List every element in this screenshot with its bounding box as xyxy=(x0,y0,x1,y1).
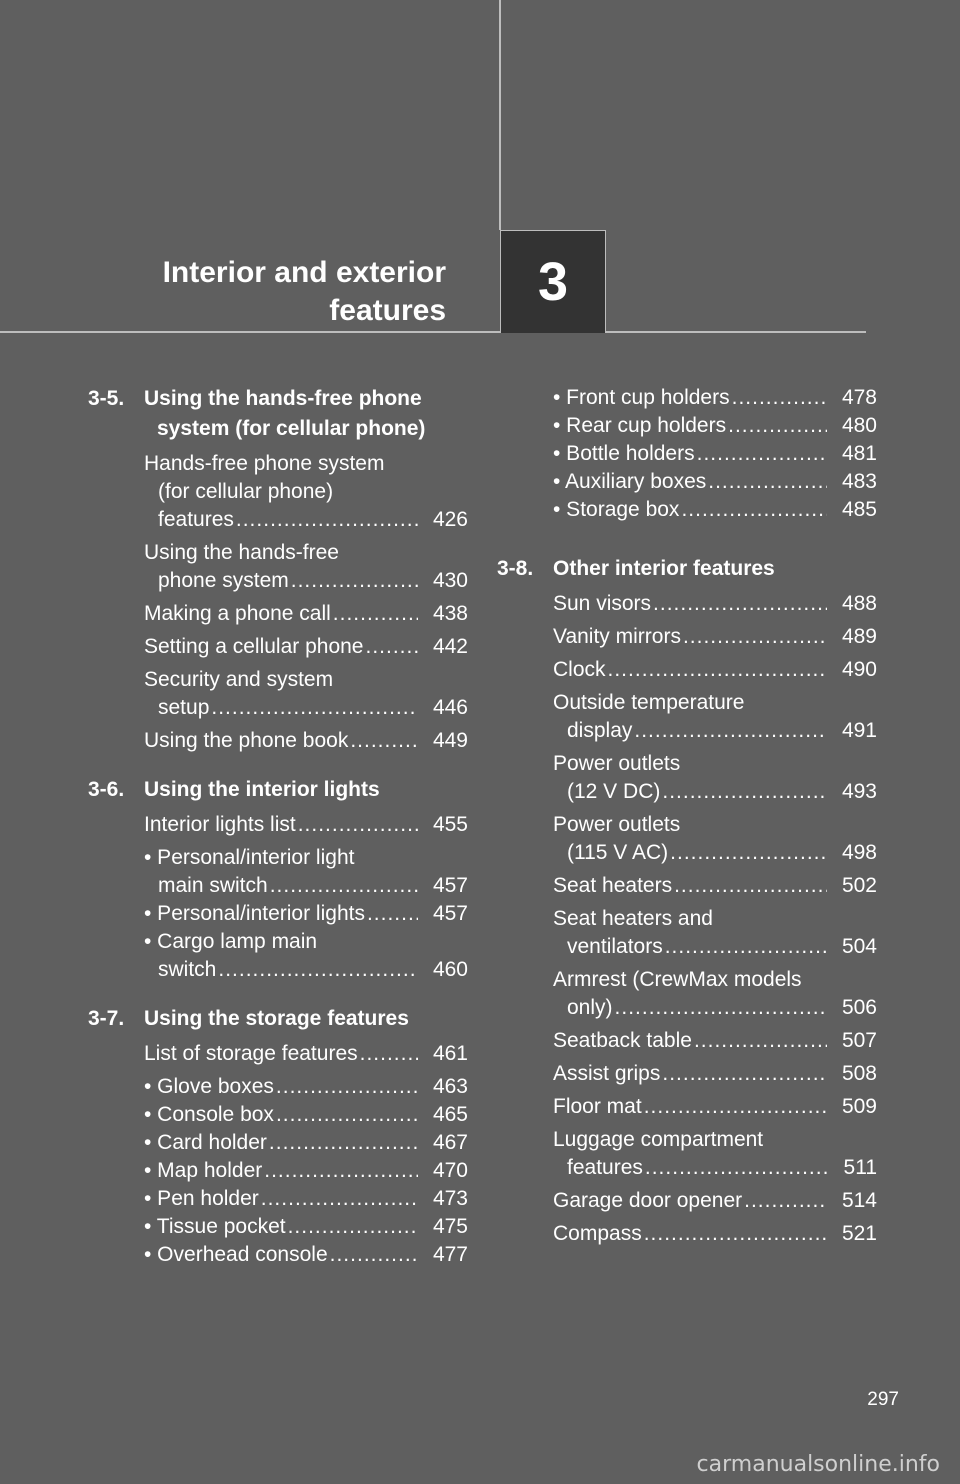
toc-entry-row xyxy=(144,727,468,755)
toc-entry-label: main switch xyxy=(158,874,268,897)
toc-entry-label: ventilators xyxy=(567,935,663,958)
toc-sub-entry[interactable] xyxy=(88,844,468,900)
dot-leader xyxy=(644,1093,827,1121)
toc-entry-row xyxy=(144,600,468,628)
toc-column-right xyxy=(497,384,877,1268)
toc-page-number: 463 xyxy=(432,1075,468,1098)
dot-leader xyxy=(298,811,418,839)
toc-entry-label: Seatback table xyxy=(553,1029,692,1052)
toc-entry-row xyxy=(553,1027,877,1055)
toc-entry[interactable] xyxy=(497,966,877,1022)
toc-entry-label: Compass xyxy=(553,1222,642,1245)
toc-entry-label: • Storage box xyxy=(553,498,680,521)
toc-entry-label: List of storage features xyxy=(144,1042,358,1065)
dot-leader xyxy=(360,1040,418,1068)
dot-leader xyxy=(728,412,827,440)
toc-page-number: 509 xyxy=(841,1095,877,1118)
section-number: 3-8. xyxy=(497,557,534,580)
toc-entry-row xyxy=(144,1185,468,1213)
toc-entry-row xyxy=(144,633,468,661)
toc-page-number: 461 xyxy=(432,1042,468,1065)
page-number: 297 xyxy=(867,1389,899,1410)
toc-entry-row xyxy=(553,412,877,440)
toc-entry[interactable] xyxy=(88,450,468,534)
toc-entry[interactable] xyxy=(497,1187,877,1215)
dot-leader xyxy=(288,1213,418,1241)
dot-leader xyxy=(665,933,827,961)
toc-page-number: 477 xyxy=(432,1243,468,1266)
section-title xyxy=(553,554,877,584)
toc-sub-entry[interactable] xyxy=(88,1213,468,1241)
toc-entry-label: Seat heaters and xyxy=(553,907,713,930)
section-number: 3-6. xyxy=(88,778,125,801)
toc-entry[interactable] xyxy=(497,1220,877,1248)
toc-page-number: 465 xyxy=(432,1103,468,1126)
section-title xyxy=(144,384,468,444)
toc-entry-row xyxy=(553,994,877,1022)
toc-entry-row xyxy=(553,1154,877,1182)
dot-leader xyxy=(694,1027,827,1055)
toc-page-number: 457 xyxy=(432,874,468,897)
section-title-line1: Other interior features xyxy=(553,557,775,580)
chapter-title xyxy=(163,254,446,330)
toc-entry-row xyxy=(144,1241,468,1269)
toc-entry-label: Making a phone call xyxy=(144,602,331,625)
toc-entry-label: • Map holder xyxy=(144,1159,263,1182)
section-title-line2: system (for cellular phone) xyxy=(157,417,426,440)
dot-leader xyxy=(218,956,418,984)
toc-page-number: 457 xyxy=(432,902,468,925)
toc-entry-label: • Front cup holders xyxy=(553,386,730,409)
header-vertical-rule xyxy=(499,0,501,230)
toc-entry[interactable] xyxy=(497,1126,877,1182)
dot-leader xyxy=(683,623,827,651)
toc-entry-label: only) xyxy=(567,996,613,1019)
toc-page-number: 480 xyxy=(841,414,877,437)
toc-sub-entry[interactable] xyxy=(88,1073,468,1101)
section-heading[interactable] xyxy=(88,775,468,805)
toc-sub-entry[interactable] xyxy=(88,928,468,984)
dot-leader xyxy=(645,1154,827,1182)
toc-entry-row xyxy=(553,384,877,412)
section-title-line1: Using the hands-free phone xyxy=(144,387,422,410)
dot-leader xyxy=(261,1185,418,1213)
dot-leader xyxy=(697,440,827,468)
dot-leader xyxy=(264,1157,418,1185)
toc-entry-row xyxy=(553,717,877,745)
toc-page-number: 475 xyxy=(432,1215,468,1238)
toc-page-number: 449 xyxy=(432,729,468,752)
toc-entry[interactable] xyxy=(88,727,468,755)
toc-entry-row xyxy=(553,496,877,524)
dot-leader xyxy=(662,778,827,806)
toc-entry-row xyxy=(144,811,468,839)
toc-entry-row xyxy=(144,567,468,595)
toc-entry-label: (for cellular phone) xyxy=(158,480,334,503)
toc-page-number: 442 xyxy=(432,635,468,658)
toc-sub-entry[interactable] xyxy=(497,412,877,440)
toc-page-number: 430 xyxy=(432,569,468,592)
toc-sub-entry[interactable] xyxy=(88,1185,468,1213)
toc-entry-row xyxy=(144,872,468,900)
toc-entry-row xyxy=(553,1220,877,1248)
toc-page-number: 498 xyxy=(841,841,877,864)
section-number: 3-7. xyxy=(88,1007,125,1030)
watermark: carmanualsonline.info xyxy=(696,1452,940,1477)
toc-entry-label: phone system xyxy=(158,569,289,592)
toc-column-left xyxy=(88,384,468,1289)
toc-entry[interactable] xyxy=(88,600,468,628)
toc-entry-row xyxy=(144,1157,468,1185)
toc-page-number: 521 xyxy=(841,1222,877,1245)
section-title xyxy=(144,1004,468,1034)
toc-entry-label: setup xyxy=(158,696,210,719)
toc-entry-label: (115 V AC) xyxy=(567,841,669,864)
toc-page-number: 470 xyxy=(432,1159,468,1182)
toc-entry[interactable] xyxy=(88,666,468,722)
toc-entry-label: switch xyxy=(158,958,217,981)
toc-sub-entry[interactable] xyxy=(497,496,877,524)
toc-entry-label: Sun visors xyxy=(553,592,652,615)
toc-entry-label: Using the hands-free xyxy=(144,541,339,564)
toc-entry[interactable] xyxy=(497,750,877,806)
toc-entry-label: • Rear cup holders xyxy=(553,414,727,437)
section-heading[interactable] xyxy=(88,384,468,444)
dot-leader xyxy=(681,496,827,524)
dot-leader xyxy=(634,717,827,745)
section-heading[interactable] xyxy=(88,1004,468,1034)
toc-entry-row xyxy=(553,1187,877,1215)
toc-entry[interactable] xyxy=(497,689,877,745)
toc-entry-label: Clock xyxy=(553,658,606,681)
toc-entry-row xyxy=(144,1213,468,1241)
dot-leader xyxy=(708,468,827,496)
toc-sub-entry[interactable] xyxy=(88,1241,468,1269)
toc-page-number: 502 xyxy=(841,874,877,897)
toc-entry-row xyxy=(144,1129,468,1157)
toc-entry-label: • Cargo lamp main xyxy=(144,930,318,953)
toc-page-number: 455 xyxy=(432,813,468,836)
toc-sub-entry[interactable] xyxy=(88,1157,468,1185)
dot-leader xyxy=(291,567,418,595)
toc-entry-label: • Auxiliary boxes xyxy=(553,470,707,493)
toc-sub-entry[interactable] xyxy=(88,1101,468,1129)
dot-leader xyxy=(350,727,418,755)
toc-page-number: 489 xyxy=(841,625,877,648)
section-title-line1: Using the storage features xyxy=(144,1007,409,1030)
toc-entry-row xyxy=(553,468,877,496)
toc-page-number: 490 xyxy=(841,658,877,681)
toc-page-number: 508 xyxy=(841,1062,877,1085)
toc-entry-label: Using the phone book xyxy=(144,729,349,752)
toc-entry-label: (12 V DC) xyxy=(567,780,661,803)
toc-page-number: 426 xyxy=(432,508,468,531)
toc-entry-label: • Console box xyxy=(144,1103,274,1126)
toc-entry-label: • Bottle holders xyxy=(553,442,695,465)
toc-entry-label: • Card holder xyxy=(144,1131,267,1154)
toc-entry-label: Assist grips xyxy=(553,1062,661,1085)
dot-leader xyxy=(732,384,827,412)
toc-page-number: 511 xyxy=(843,1156,877,1179)
toc-entry[interactable] xyxy=(88,1040,468,1068)
dot-leader xyxy=(276,1073,418,1101)
dot-leader xyxy=(644,1220,827,1248)
toc-page-number: 481 xyxy=(841,442,877,465)
toc-entry[interactable] xyxy=(497,1093,877,1121)
toc-entry-row xyxy=(553,590,877,618)
toc-entry-label: • Overhead console xyxy=(144,1243,328,1266)
toc-page-number: 438 xyxy=(432,602,468,625)
toc-entry[interactable] xyxy=(497,905,877,961)
toc-entry-label: display xyxy=(567,719,633,742)
dot-leader xyxy=(333,600,418,628)
toc-entry-row xyxy=(144,694,468,722)
toc-entry[interactable] xyxy=(497,811,877,867)
toc-sub-entry[interactable] xyxy=(88,900,468,928)
toc-section xyxy=(497,554,877,1248)
section-number: 3-5. xyxy=(88,387,125,410)
dot-leader xyxy=(653,590,827,618)
toc-sub-entry[interactable] xyxy=(88,1129,468,1157)
toc-entry-row xyxy=(553,623,877,651)
toc-entry-row xyxy=(144,506,468,534)
chapter-number-box xyxy=(500,230,606,333)
chapter-number: 3 xyxy=(537,252,569,312)
dot-leader xyxy=(367,900,418,928)
toc-sub-entry[interactable] xyxy=(497,384,877,412)
toc-entry-row xyxy=(144,1073,468,1101)
toc-entry[interactable] xyxy=(497,656,877,684)
toc-entry[interactable] xyxy=(497,590,877,618)
toc-entry-row xyxy=(553,778,877,806)
dot-leader xyxy=(674,872,827,900)
toc-entry-label: • Pen holder xyxy=(144,1187,259,1210)
toc-page-number: 485 xyxy=(841,498,877,521)
toc-entry-label: Security and system xyxy=(144,668,334,691)
toc-page-number: 507 xyxy=(841,1029,877,1052)
dot-leader xyxy=(276,1101,418,1129)
toc-page-number: 460 xyxy=(432,958,468,981)
toc-entry-label: Luggage compartment xyxy=(553,1128,764,1151)
toc-page-number: 491 xyxy=(841,719,877,742)
toc-page-number: 483 xyxy=(841,470,877,493)
toc-entry-label: Hands-free phone system xyxy=(144,452,385,475)
toc-page-number: 504 xyxy=(841,935,877,958)
toc-page-number: 488 xyxy=(841,592,877,615)
toc-entry-row xyxy=(553,1093,877,1121)
section-title xyxy=(144,775,468,805)
dot-leader xyxy=(670,839,827,867)
toc-page-number: 506 xyxy=(841,996,877,1019)
toc-entry-row xyxy=(553,933,877,961)
dot-leader xyxy=(608,656,827,684)
toc-page-number: 514 xyxy=(841,1189,877,1212)
toc-entry-label: Power outlets xyxy=(553,813,681,836)
toc-entry[interactable] xyxy=(497,1027,877,1055)
toc-section xyxy=(88,1004,468,1269)
toc-entry-label: Floor mat xyxy=(553,1095,642,1118)
toc-entry-label: Garage door opener xyxy=(553,1189,743,1212)
toc-entry-label: Vanity mirrors xyxy=(553,625,681,648)
toc-entry-row xyxy=(553,656,877,684)
toc-entry[interactable] xyxy=(88,811,468,839)
toc-entry-label: Power outlets xyxy=(553,752,681,775)
section-title-line1: Using the interior lights xyxy=(144,778,380,801)
toc-entry-label: • Tissue pocket xyxy=(144,1215,286,1238)
toc-page-number: 493 xyxy=(841,780,877,803)
dot-leader xyxy=(366,633,419,661)
toc-sub-entry[interactable] xyxy=(497,468,877,496)
toc-page-number: 467 xyxy=(432,1131,468,1154)
dot-leader xyxy=(269,1129,418,1157)
toc-entry-label: features xyxy=(567,1156,643,1179)
toc-entry-label: Outside temperature xyxy=(553,691,745,714)
dot-leader xyxy=(270,872,418,900)
toc-entry-row xyxy=(553,872,877,900)
toc-entry-label: • Glove boxes xyxy=(144,1075,274,1098)
toc-entry-label: Interior lights list xyxy=(144,813,296,836)
toc-entry-label: • Personal/interior light xyxy=(144,846,355,869)
toc-entry-row xyxy=(553,839,877,867)
section-heading[interactable] xyxy=(497,554,877,584)
toc-entry[interactable] xyxy=(497,872,877,900)
toc-section xyxy=(88,384,468,755)
toc-sub-entry[interactable] xyxy=(497,440,877,468)
dot-leader xyxy=(662,1060,827,1088)
dot-leader xyxy=(744,1187,827,1215)
chapter-title-line2: features xyxy=(329,294,446,327)
toc-entry-row xyxy=(144,1040,468,1068)
toc-page-number: 473 xyxy=(432,1187,468,1210)
dot-leader xyxy=(236,506,418,534)
toc-entry[interactable] xyxy=(88,633,468,661)
dot-leader xyxy=(615,994,827,1022)
toc-entry[interactable] xyxy=(88,539,468,595)
toc-continued-list xyxy=(497,384,877,524)
chapter-title-line1: Interior and exterior xyxy=(162,256,446,289)
toc-entry[interactable] xyxy=(497,623,877,651)
toc-page-number: 446 xyxy=(432,696,468,719)
toc-entry-row xyxy=(144,956,468,984)
toc-entry-label: • Personal/interior lights xyxy=(144,902,365,925)
toc-entry-label: features xyxy=(158,508,234,531)
header-horizontal-rule xyxy=(0,331,866,333)
dot-leader xyxy=(330,1241,418,1269)
toc-page-number: 478 xyxy=(841,386,877,409)
toc-entry-row xyxy=(553,440,877,468)
toc-entry[interactable] xyxy=(497,1060,877,1088)
toc-entry-row xyxy=(144,900,468,928)
toc-entry-label: Seat heaters xyxy=(553,874,673,897)
toc-entry-row xyxy=(144,1101,468,1129)
dot-leader xyxy=(211,694,418,722)
toc-entry-label: Armrest (CrewMax models xyxy=(553,968,802,991)
toc-section xyxy=(88,775,468,984)
toc-entry-row xyxy=(553,1060,877,1088)
toc-entry-label: Setting a cellular phone xyxy=(144,635,364,658)
